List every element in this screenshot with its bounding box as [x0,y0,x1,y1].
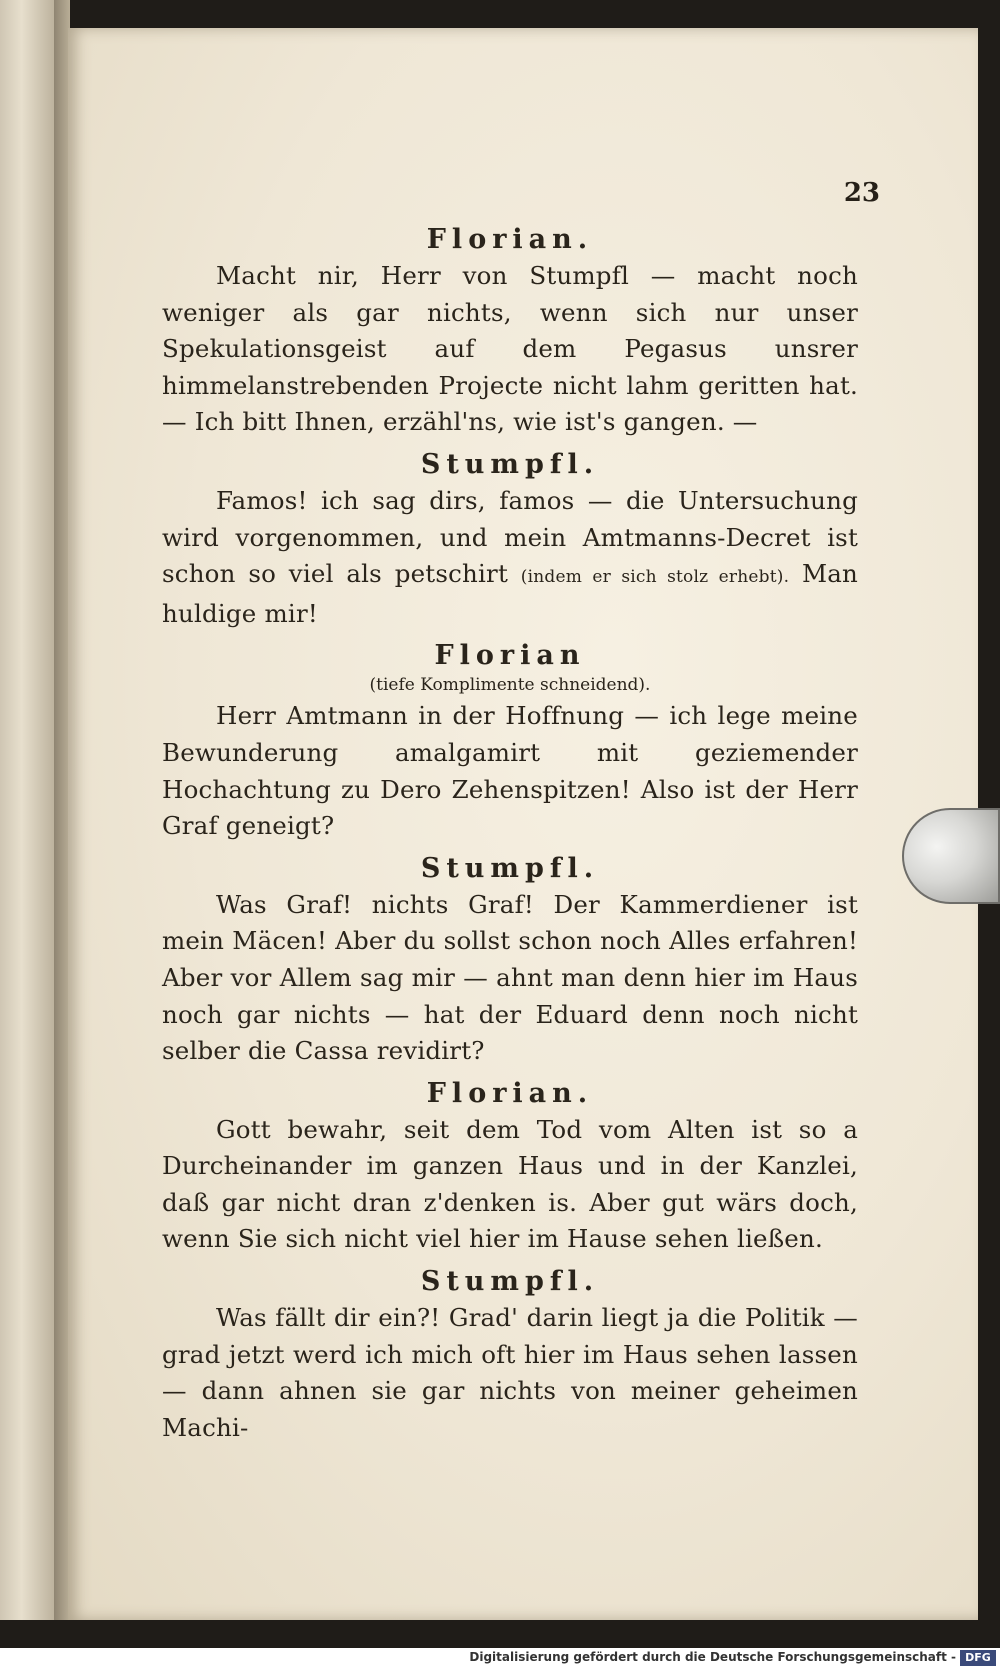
speaker-heading: Stumpfl. [420,448,600,480]
dialogue-paragraph: Was Graf! nichts Graf! Der Kammerdiener ist mein Mäcen! Aber du sollst schon noch Alles erfahren! Aber vor Allem sag mir — ahnt man denn hier im Haus noch gar nichts — hat der Eduard denn noch nicht selber die Cassa revidirt? [162,889,858,1066]
page-number: 23 [843,178,880,208]
dfg-logo-icon: DFG [960,1650,996,1666]
speaker-heading: Stumpfl. [420,1266,600,1298]
dialogue-paragraph: Was fällt dir ein?! Grad' darin liegt ja die Politik — grad jetzt werd ich mich oft hier im Haus sehen lassen — dann ahnen sie gar nichts von meiner geheimen Machi- [162,1303,858,1442]
speaker-heading: Florian. [426,1077,594,1109]
dialogue-paragraph: Gott bewahr, seit dem Tod vom Alten ist so a Durcheinander im ganzen Haus und in der Kanzlei, daß gar nicht dran z'denken is. Aber gut wärs doch, wenn Sie sich nicht viel hier im Hause sehen ließen. [162,1114,858,1254]
dialogue-paragraph [162,483,858,632]
page-holder-clip [902,808,1000,904]
stage-direction-inline: (indem er sich stolz erhebt). [520,567,790,588]
dialogue-paragraph: Macht nir, Herr von Stumpfl — macht noch weniger als gar nichts, wenn sich nur unser Spekulationsgeist auf dem Pegasus unsrer himmelanstrebenden Projecte nicht lahm geritten hat. — Ich bitt Ihnen, erzähl'ns, wie ist's gangen. — [162,261,858,437]
facing-page-edge [0,0,54,1620]
play-text [162,222,858,1452]
footer-bar [0,1648,1000,1669]
dialogue-text: Famos! ich sag dirs, famos — die Untersuchung wird vorgenommen, und mein Amtmanns-Decret ist schon so viel als petschirt [162,485,858,589]
stage-direction: (tiefe Komplimente schneidend). [369,675,651,696]
dialogue-text: Man huldige mir! [162,559,859,628]
speaker-heading: Stumpfl. [420,852,600,884]
speaker-heading: Florian. [426,224,594,255]
dialogue-paragraph: Herr Amtmann in der Hoffnung — ich lege meine Bewunderung amalgamirt mit geziemender Hochachtung zu Dero Zehenspitzen! Also ist der Herr Graf geneigt? [162,701,858,841]
speaker-heading: Florian [434,640,586,672]
footer-credit: Digitalisierung gefördert durch die Deutsche Forschungsgemeinschaft - [469,1650,956,1664]
